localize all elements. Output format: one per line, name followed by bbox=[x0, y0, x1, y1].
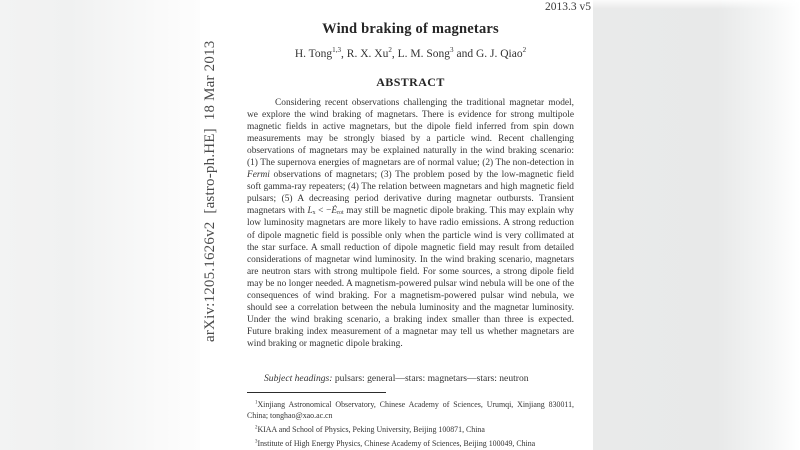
paper-content-column bbox=[247, 0, 574, 450]
author-line: H. Tong$^{1,3}$, R. X. Xu$^2$, L. M. Song$^3$ and G. J. Qiao$^2$ bbox=[294, 46, 527, 60]
footnote-affiliation-1: $^1$Xinjiang Astronomical Observatory, Chinese Academy of Sciences, Urumqi, Xinjiang 830011, China; tonghao@xao.ac.cn bbox=[247, 400, 574, 420]
abstract-heading: ABSTRACT bbox=[376, 75, 445, 89]
arxiv-sidebar-stamp: arXiv:1205.1626v2 [astro-ph.HE] 18 Mar 2013 bbox=[202, 40, 218, 342]
abstract-paragraph: Considering recent observations challenging the traditional magnetar model, we explore the wind braking of magnetars. There is evidence for strong multipole magnetic fields in active magnetars, but the dipole field inferred from spin down measurements may be strongly biased by a particle wind. Recent challenging observations of magnetars may be explained naturally in the wind braking scenario: (1) The supernova energies of magnetars are of normal value; (2) The non-detection in Fermi observations of magnetars; (3) The problem posed by the low-magnetic field soft gamma-ray repeaters; (4) The relation between magnetars and high magnetic field pulsars; (5) A decreasing period derivative during magnetar outbursts. Transient magnetars with $L_x$ < $-Ė_{rot}$ may still be magnetic dipole braking. This may explain why low luminosity magnetars are more likely to have radio emissions. A strong reduction of dipole magnetic field is possible only when the particle wind is very collimated at the star surface. A small reduction of dipole magnetic field may result from detailed considerations of magnetar wind luminosity. In the wind braking scenario, magnetars are neutron stars with strong multipole field. For some sources, a strong dipole field may be no longer needed. A magnetism-powered pulsar wind nebula will be one of the consequences of wind braking. For a magnetism-powered pulsar wind nebula, we should see a correlation between the nebula luminosity and the magnetar luminosity. Under the wind braking scenario, a braking index smaller than three is expected. Future braking index measurement of a magnetar may tell us whether magnetars are wind braking or magnetic dipole braking. bbox=[247, 98, 574, 349]
footnote-affiliation-3: $^3$Institute of High Energy Physics, Chinese Academy of Sciences, Beijing 100049, China bbox=[255, 439, 536, 448]
version-tag: 2013.3 v5 bbox=[545, 1, 591, 13]
right-margin-background bbox=[593, 0, 800, 450]
footnote-separator-rule bbox=[247, 392, 386, 393]
paper-title: Wind braking of magnetars bbox=[322, 21, 499, 37]
subject-headings: Subject headings: pulsars: general—stars: magnetars—stars: neutron bbox=[264, 373, 529, 384]
left-margin-background bbox=[0, 0, 200, 450]
footnote-affiliation-2: $^2$KIAA and School of Physics, Peking University, Beijing 100871, China bbox=[255, 425, 485, 434]
